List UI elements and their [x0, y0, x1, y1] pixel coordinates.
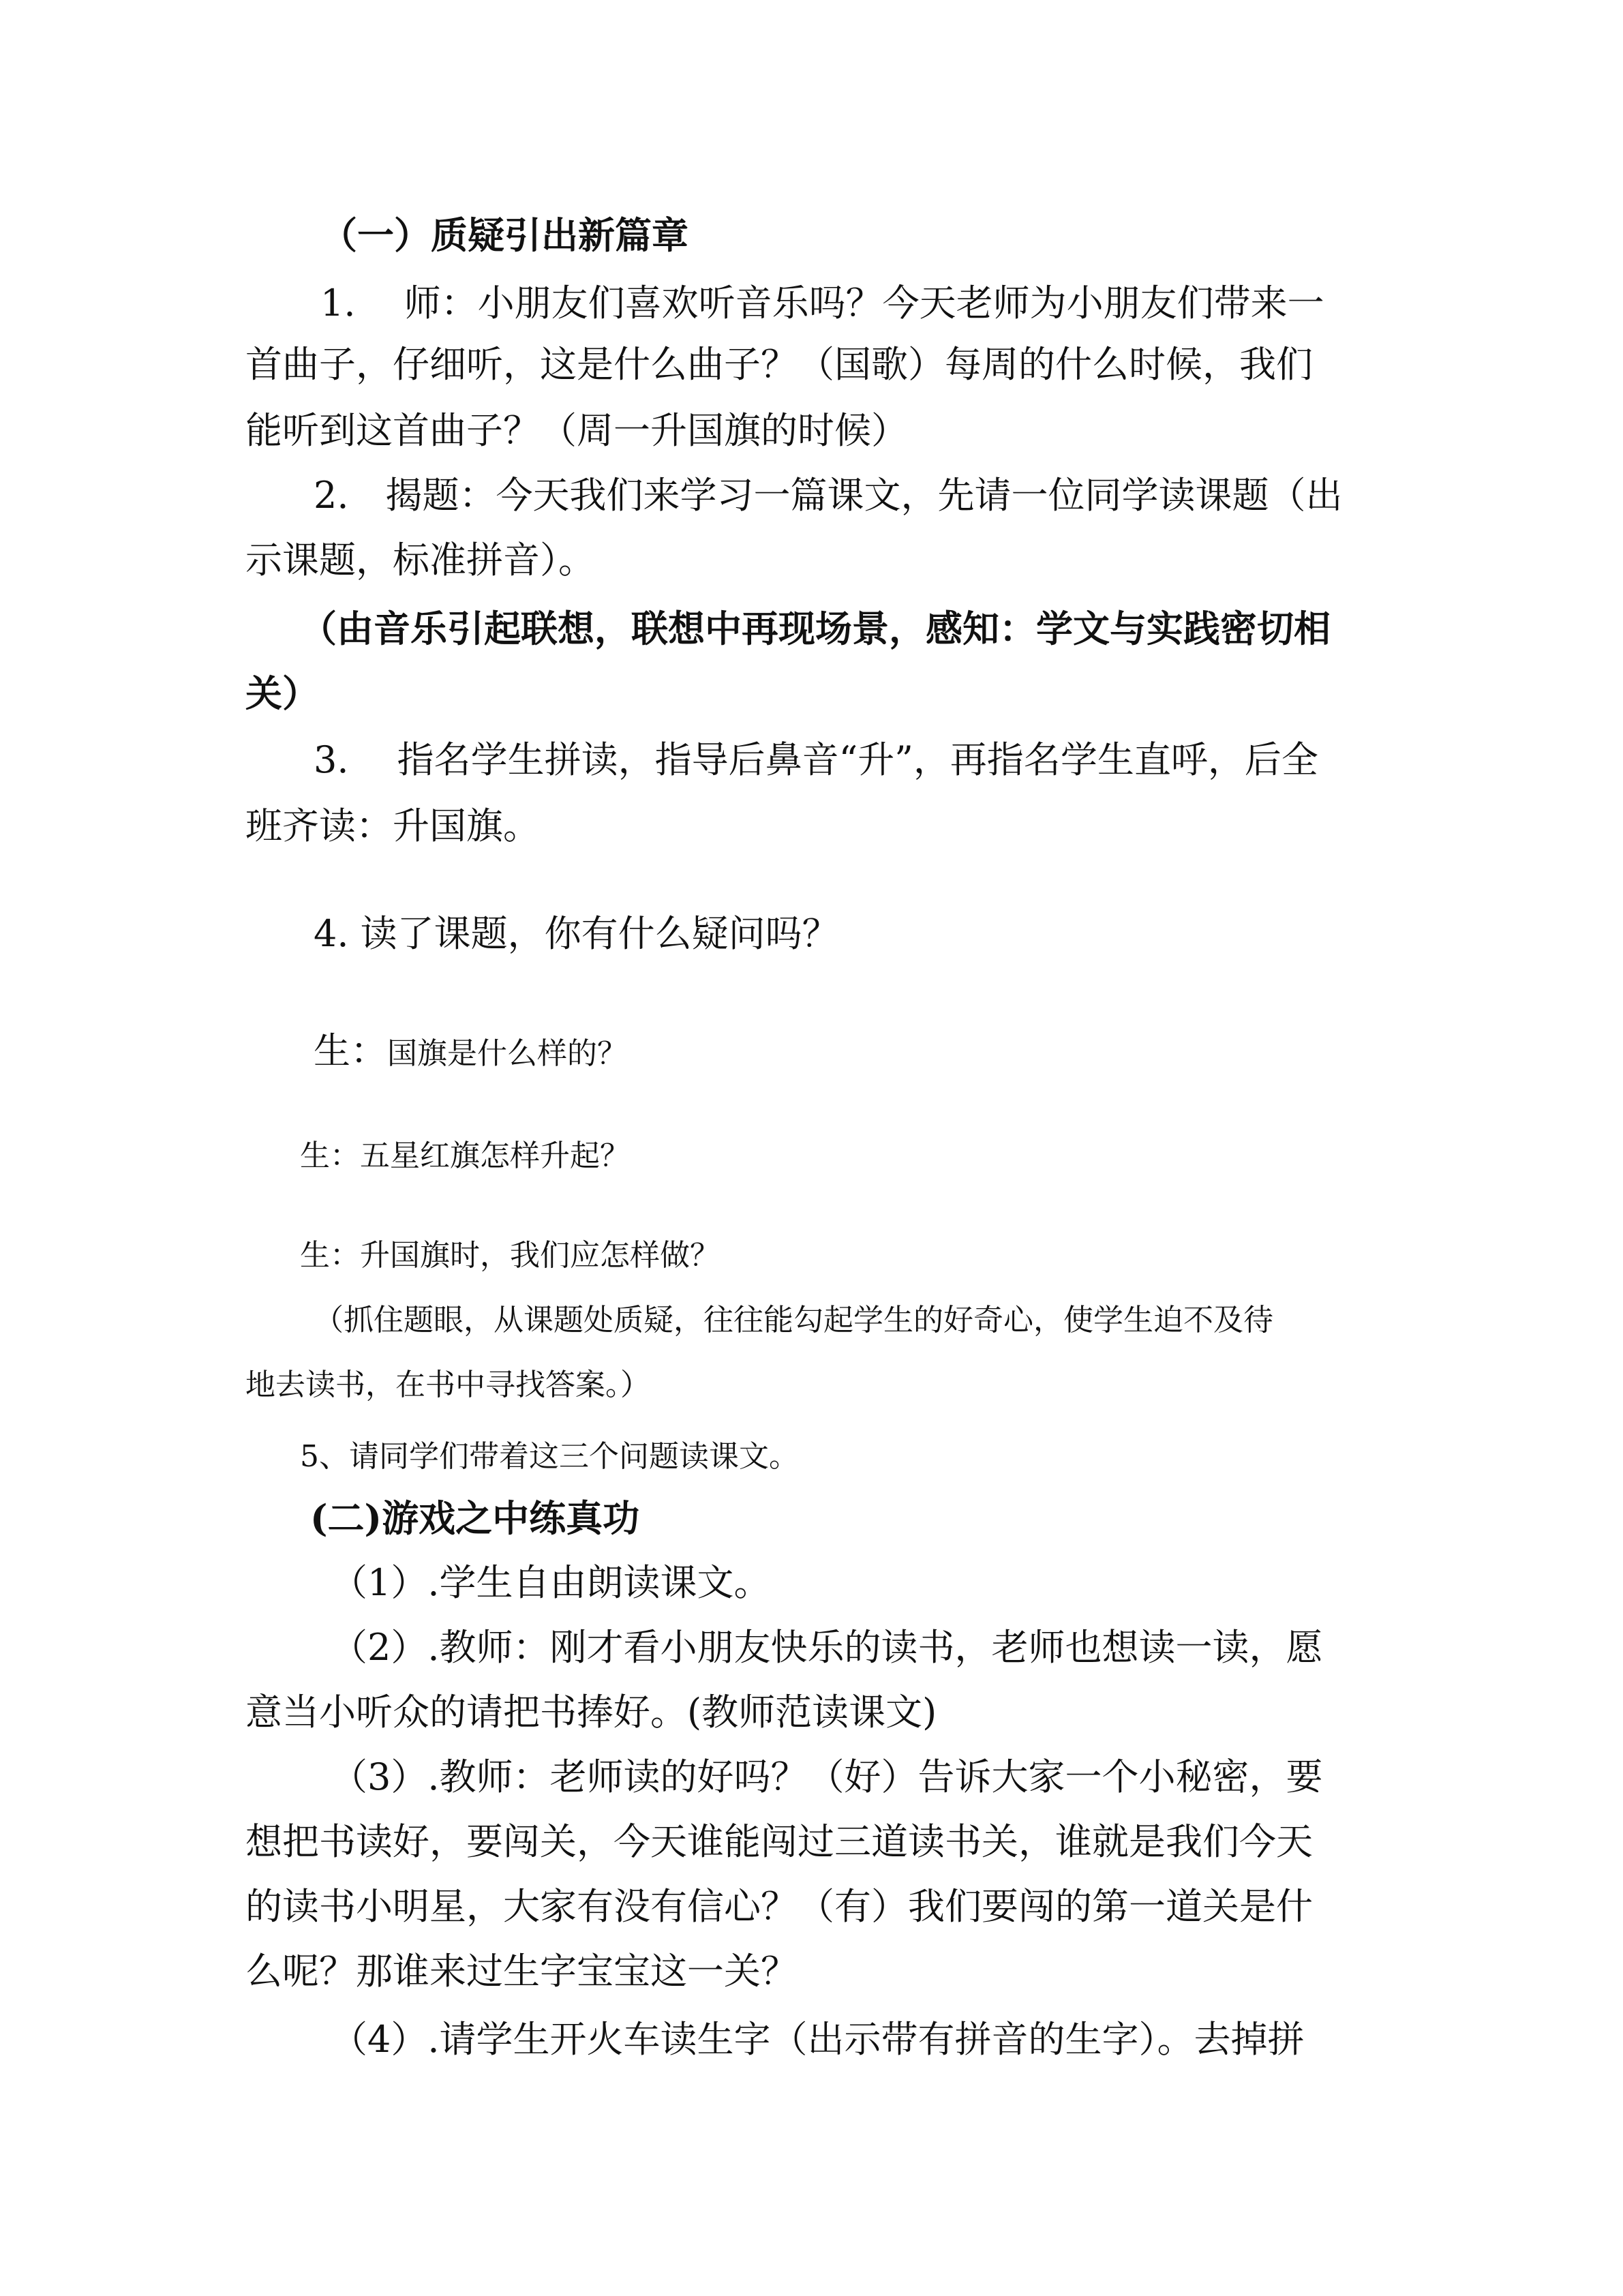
section-heading-1: （一）质疑引出新篇章	[320, 213, 688, 257]
note-2-line-1: （抓住题眼，从课题处质疑，往往能勾起学生的好奇心，使学生迫不及待	[314, 1303, 1273, 1338]
item-2-line-2: 意当小听众的请把书捧好。(教师范读课文)	[245, 1691, 937, 1734]
note-2-line-2: 地去读书，在书中寻找答案。）	[245, 1368, 650, 1402]
paragraph-3-line-2: 班齐读：升国旗。	[245, 804, 540, 847]
student-answer-3: 生：升国旗时，我们应怎样做？	[300, 1238, 720, 1273]
item-3-line-1: （3）.教师：老师读的好吗？（好）告诉大家一个小秘密，要	[331, 1755, 1323, 1798]
item-3-line-3: 的读书小明星，大家有没有信心？（有）我们要闯的第一道关是什	[245, 1885, 1313, 1928]
item-2-line-1: （2）.教师：刚才看小朋友快乐的读书，老师也想读一读，愿	[331, 1626, 1323, 1669]
item-1: （1）.学生自由朗读课文。	[331, 1561, 771, 1604]
note-1-line-2: 关）	[245, 671, 319, 715]
student-answer-1	[245, 1029, 627, 1072]
note-1-line-1: （由音乐引起联想，联想中再现场景，感知：学文与实践密切相	[300, 607, 1331, 650]
paragraph-1-line-3: 能听到这首曲子？（周一升国旗的时候）	[245, 409, 908, 452]
student-answer-2: 生：五星红旗怎样升起？	[300, 1138, 630, 1173]
paragraph-1-line-2: 首曲子，仔细听，这是什么曲子？（国歌）每周的什么时候，我们	[245, 343, 1313, 386]
student-label: 生：	[314, 1029, 387, 1072]
paragraph-3-line-1: 3. 指名学生拼读，指导后鼻音“升”，再指名学生直呼，后全	[314, 738, 1318, 781]
item-4-line-1: （4）.请学生开火车读生字（出示带有拼音的生字）。去掉拼	[331, 2018, 1305, 2061]
item-3-line-2: 想把书读好，要闯关，今天谁能闯过三道读书关，谁就是我们今天	[245, 1820, 1313, 1863]
paragraph-2-line-1: 2. 揭题：今天我们来学习一篇课文，先请一位同学读课题（出	[314, 474, 1343, 517]
paragraph-1-line-1: 1. 师：小朋友们喜欢听音乐吗？今天老师为小朋友们带来一	[320, 282, 1324, 324]
student-answer-1-text: 国旗是什么样的？	[387, 1036, 627, 1071]
paragraph-4: 4. 读了课题，你有什么疑问吗？	[314, 912, 839, 955]
paragraph-5: 5、请同学们带着这三个问题读课文。	[300, 1439, 799, 1474]
paragraph-2-line-2: 示课题，标准拼音）。	[245, 539, 595, 581]
section-heading-2: (二)游戏之中练真功	[310, 1496, 640, 1540]
item-3-line-4: 么呢？那谁来过生字宝宝这一关？	[245, 1950, 798, 1993]
